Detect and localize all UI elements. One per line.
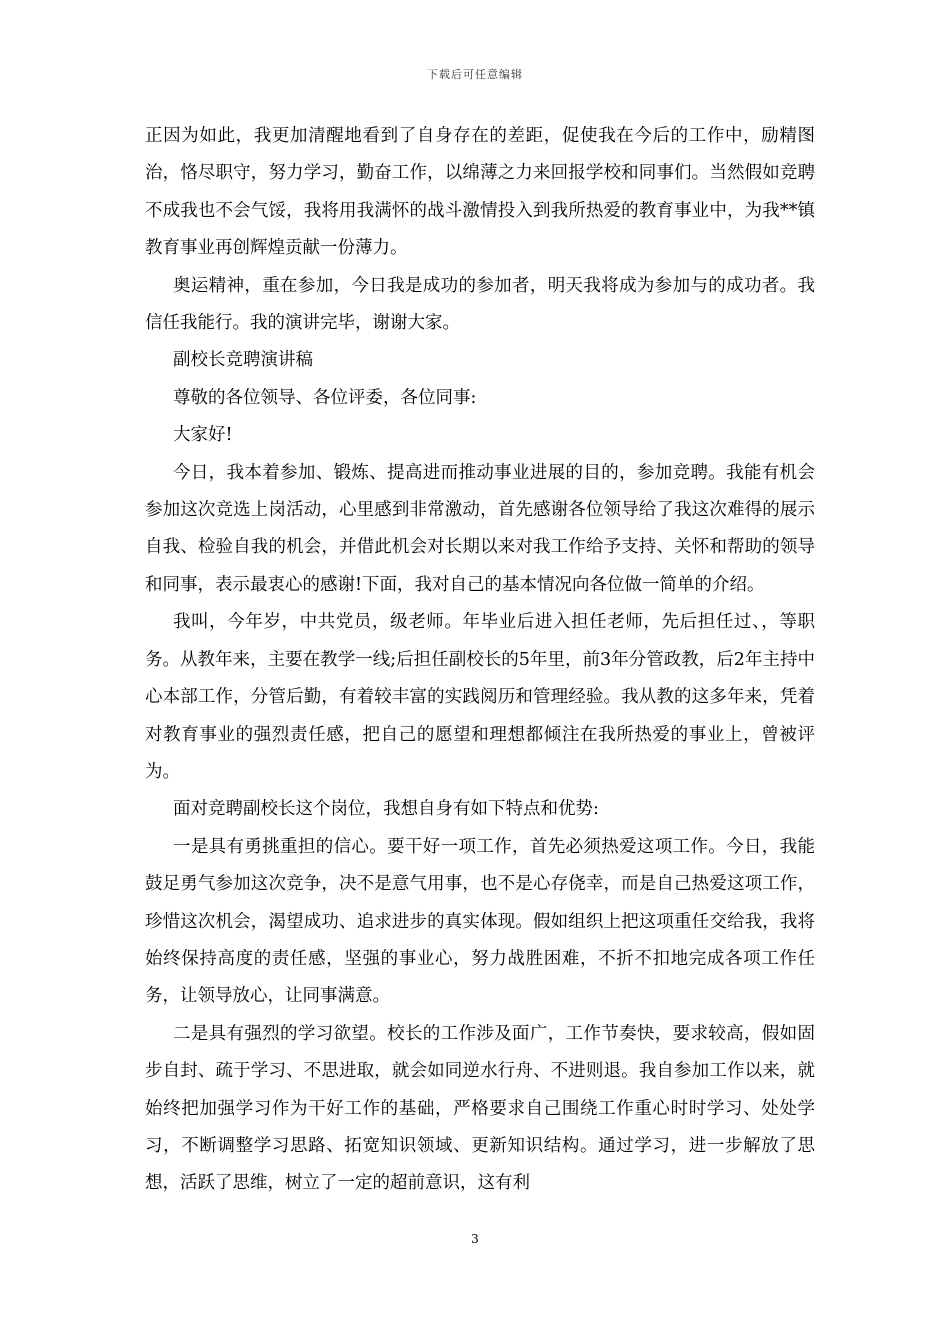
paragraph-1: 正因为如此，我更加清醒地看到了自身存在的差距，促使我在今后的工作中，励精图治，恪尽职守，努力学习，勤奋工作，以绵薄之力来回报学校和同事们。当然假如竞聘不成我也不会气馁，我将用我满怀的战斗激情投入到我所热爱的教育事业中，为我**镇教育事业再创辉煌贡献一份薄力。 [145, 126, 815, 259]
paragraph-7: 我叫，今年岁，中共党员，级老师。年毕业后进入担任老师，先后担任过、，等职务。从教年来，主要在教学一线;后担任副校长的5年里，前3年分管政教，后2年主持中心本部工作，分管后勤，有着较丰富的实践阅历和管理经验。我从教的这多年来，凭着对教育事业的强烈责任感，把自己的愿望和理想都倾注在我所热爱的事业上，曾被评为。 [145, 612, 815, 782]
paragraph-2: 奥运精神，重在参加，今日我是成功的参加者，明天我将成为参加与的成功者。我信任我能行。我的演讲完毕，谢谢大家。 [145, 275, 815, 334]
page-number: 3 [471, 1232, 479, 1246]
salutation: 尊敬的各位领导、各位评委，各位同事: [173, 387, 477, 408]
section-title: 副校长竞聘演讲稿 [173, 350, 313, 371]
paragraph-8: 面对竞聘副校长这个岗位，我想自身有如下特点和优势: [173, 799, 599, 820]
document-body [145, 118, 815, 1203]
paragraph-9: 一是具有勇挑重担的信心。要干好一项工作，首先必须热爱这项工作。今日，我能鼓足勇气参加这次竞争，决不是意气用事，也不是心存侥幸，而是自己热爱这项工作，珍惜这次机会，渴望成功、追求进步的真实体现。假如组织上把这项重任交给我，我将始终保持高度的责任感，坚强的事业心，努力战胜困难，不折不扣地完成各项工作任务，让领导放心，让同事满意。 [145, 836, 815, 1007]
paragraph-10: 二是具有强烈的学习欲望。校长的工作涉及面广，工作节奏快，要求较高，假如固步自封、疏于学习、不思进取，就会如同逆水行舟、不进则退。我自参加工作以来，就始终把加强学习作为干好工作的基础，严格要求自己围绕工作重心时时学习、处处学习，不断调整学习思路、拓宽知识领域、更新知识结构。通过学习，进一步解放了思想，活跃了思维，树立了一定的超前意识，这有利 [145, 1023, 815, 1194]
paragraph-6: 今日，我本着参加、锻炼、提高进而推动事业进展的目的，参加竞聘。我能有机会参加这次竞选上岗活动，心里感到非常激动，首先感谢各位领导给了我这次难得的展示自我、检验自我的机会，并借此机会对长期以来对我工作给予支持、关怀和帮助的领导和同事，表示最衷心的感谢!下面，我对自己的基本情况向各位做一简单的介绍。 [145, 462, 815, 595]
greeting: 大家好! [173, 425, 233, 446]
page-header: 下载后可任意编辑 [427, 68, 523, 81]
